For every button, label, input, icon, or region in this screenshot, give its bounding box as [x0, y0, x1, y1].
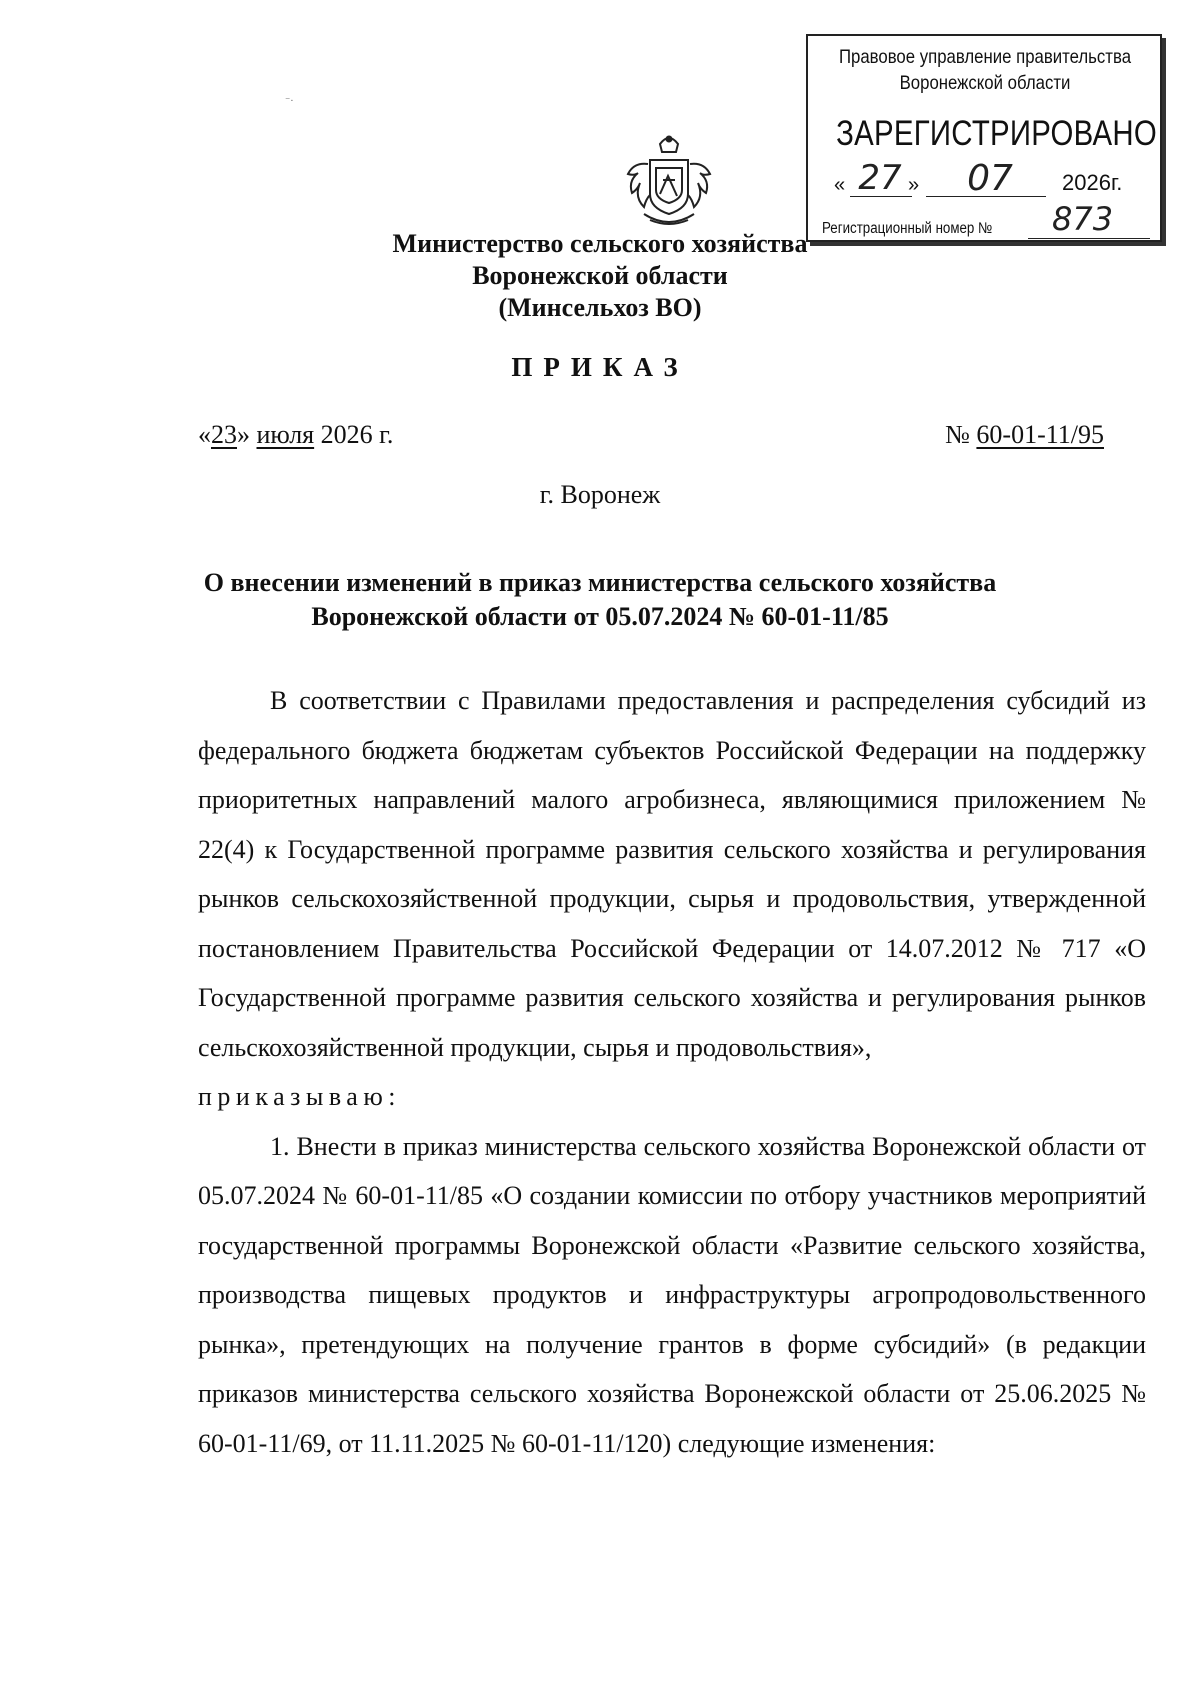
city: г. Воронеж [539, 480, 661, 509]
stamp-month: 07 [967, 158, 1013, 199]
order-date [198, 420, 393, 450]
stamp-reg-number-value: 873 [1052, 200, 1114, 238]
document-type-title: ПРИКАЗ [511, 352, 689, 382]
scan-mark: ⁻· [285, 96, 294, 107]
date-quote-open: « [198, 420, 211, 449]
order-subject [180, 566, 1020, 634]
stamp-quote-open: « [834, 174, 846, 196]
ministry-line1: Министерство сельского хозяйства [392, 229, 808, 258]
ministry-line2: Воронежской области [472, 261, 728, 290]
stamp-month-underline [926, 196, 1046, 197]
date-day: 23 [211, 420, 237, 449]
order-number [945, 420, 1104, 450]
stamp-org-line2: Воронежской области [899, 72, 1071, 94]
stamp-reg-number-underline [1028, 238, 1150, 239]
coat-of-arms-icon [620, 130, 718, 230]
order-body [198, 676, 1146, 1468]
item-1-paragraph: 1. Внести в приказ министерства сельского хозяйства Воронежской области от 05.07.2024 № 60-01-11/85 «О создании комиссии по отбору участников мероприятий государственной программы Воронежской области «Развитие сельского хозяйства, производства пищевых продуктов и инфраструктуры агропродовольственного рынка», претендующих на получение грантов в форме субсидий» (в редакции приказов министерства сельского хозяйства Воронежской области от 25.06.2025 № 60-01-11/69, от 11.11.2025 № 60-01-11/120) следующие изменения: [198, 1131, 1146, 1458]
stamp-day: 27 [858, 158, 902, 198]
registration-stamp [806, 34, 1162, 242]
stamp-organization [838, 44, 1132, 96]
subject-line2: Воронежской области от 05.07.2024 № 60-01-11/85 [311, 602, 889, 631]
stamp-org-line1: Правовое управление правительства [838, 46, 1132, 68]
stamp-registered-label: ЗАРЕГИСТРИРОВАНО [836, 114, 1157, 153]
date-quote-close: » [237, 420, 250, 449]
number-value: 60-01-11/95 [976, 420, 1104, 449]
ministry-line3: (Минсельхоз ВО) [498, 293, 702, 322]
preamble-paragraph: В соответствии с Правилами предоставления и распределения субсидий из федерального бюджета бюджетам субъектов Российской Федерации на поддержку приоритетных направлений малого агробизнеса, являющимися приложением № 22(4) к Государственной программе развития сельского хозяйства и регулирования рынков сельскохозяйственной продукции, сырья и продовольствия, утвержденной постановлением Правительства Российской Федерации от 14.07.2012 № 717 «О Государственной программе развития сельского хозяйства и регулирования рынков сельскохозяйственной продукции, сырья и продовольствия», [198, 686, 1146, 1062]
subject-line1: О внесении изменений в приказ министерства сельского хозяйства [203, 568, 997, 597]
stamp-year: 2026г. [1062, 170, 1123, 195]
stamp-date [830, 158, 1146, 204]
stamp-reg-number-label: Регистрационный номер № [822, 220, 993, 237]
stamp-day-underline [850, 196, 912, 197]
order-word: приказываю: [198, 1082, 401, 1111]
date-month: июля [256, 420, 315, 449]
date-year: 2026 г. [320, 420, 394, 449]
stamp-quote-close: » [908, 174, 920, 196]
ministry-heading [300, 228, 900, 324]
number-prefix: № [945, 420, 970, 449]
